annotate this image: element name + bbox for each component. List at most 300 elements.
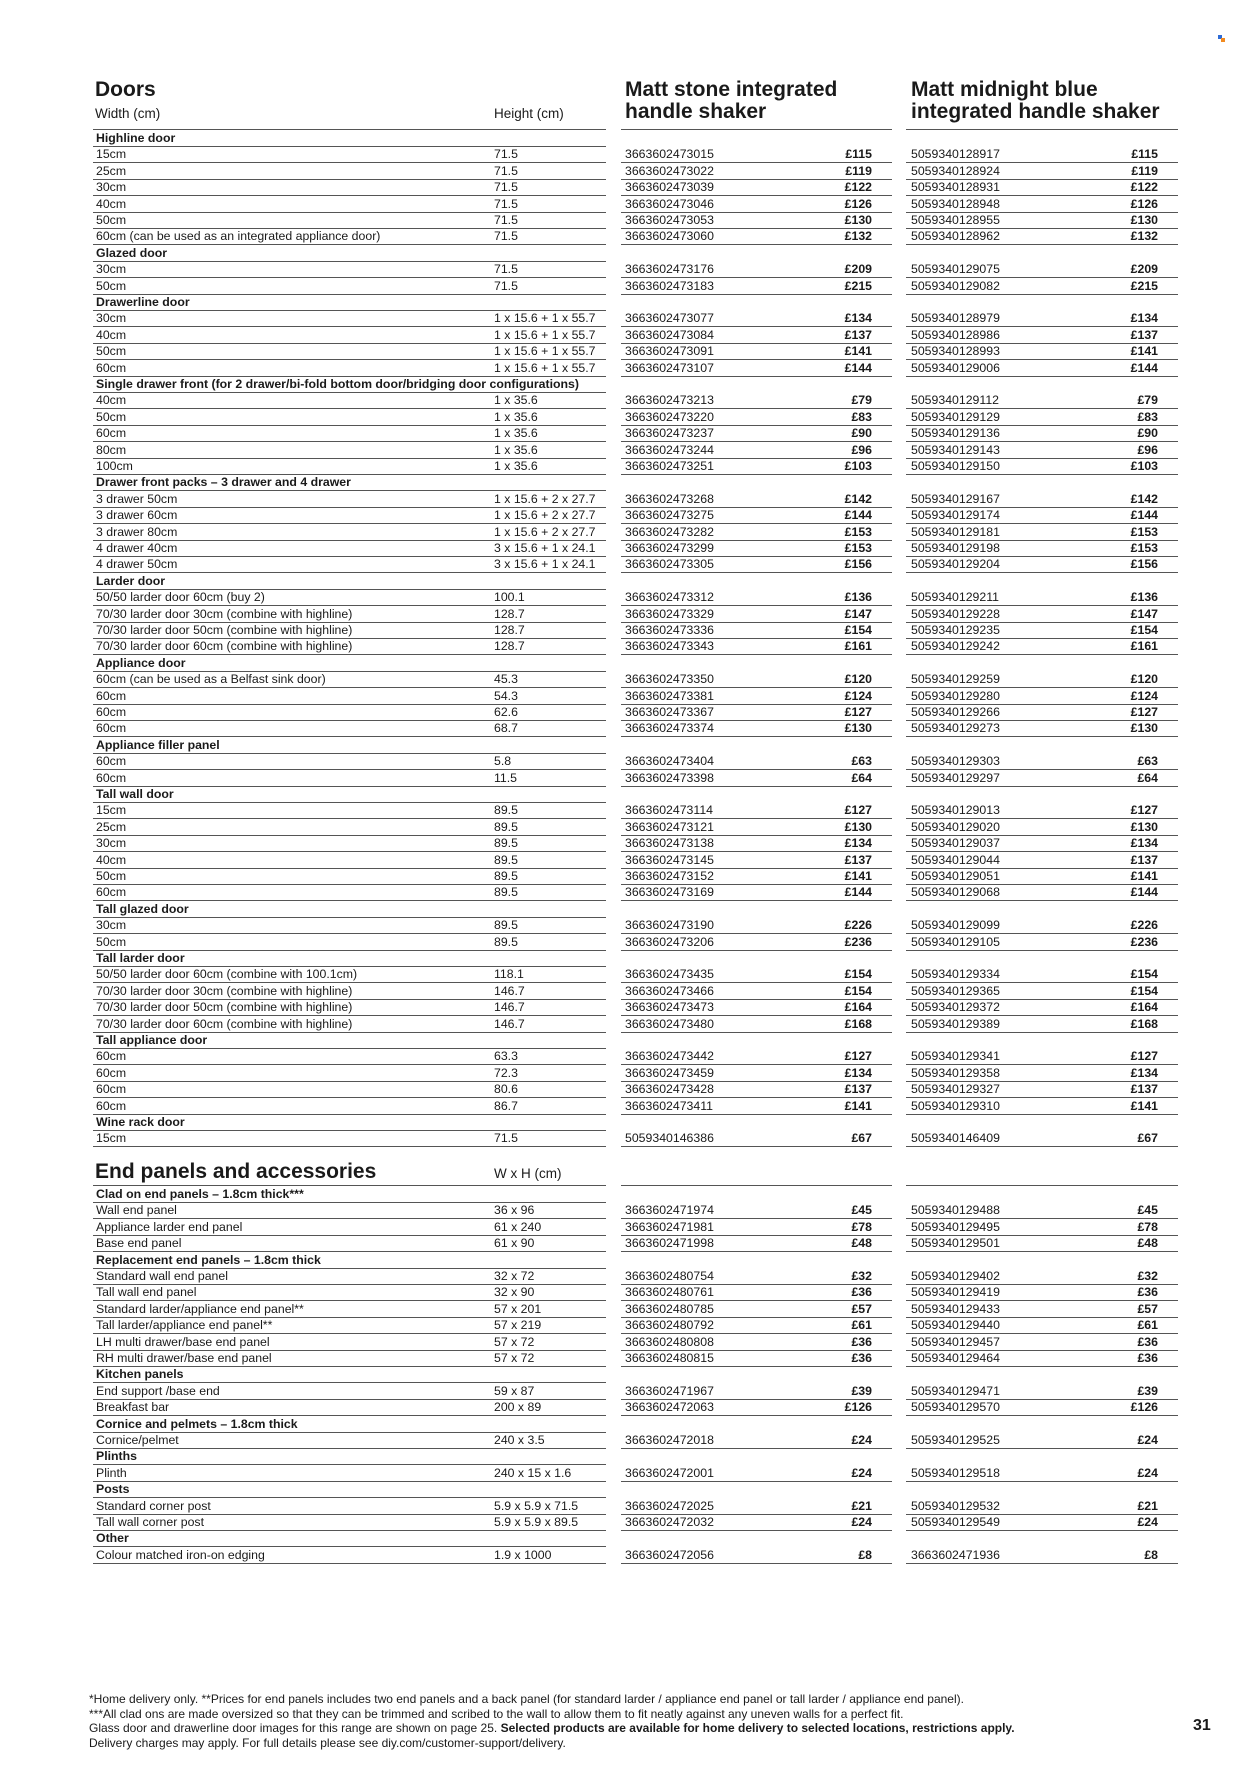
table-row bbox=[0, 343, 1250, 359]
table-row bbox=[0, 704, 1250, 720]
blue-product-code: 5059340128993 bbox=[911, 344, 1000, 359]
width-cell: 50cm bbox=[96, 934, 127, 949]
stone-product-code: 3663602473244 bbox=[625, 442, 714, 457]
blue-product-code: 5059340129549 bbox=[911, 1515, 1000, 1529]
table-row bbox=[0, 196, 1250, 212]
stone-product-code: 3663602473084 bbox=[625, 327, 714, 342]
blue-price: £36 bbox=[1137, 1285, 1158, 1300]
section-header: Appliance door bbox=[96, 655, 186, 670]
section-header-row bbox=[0, 786, 1250, 802]
stone-price: £103 bbox=[844, 459, 872, 473]
width-cell: 40cm bbox=[96, 852, 127, 867]
width-cell: 60cm bbox=[96, 754, 127, 769]
stone-price: £127 bbox=[844, 803, 872, 818]
width-cell: RH multi drawer/base end panel bbox=[96, 1351, 272, 1365]
stone-price: £144 bbox=[844, 885, 872, 900]
table-row bbox=[0, 835, 1250, 851]
section-header: Cornice and pelmets – 1.8cm thick bbox=[96, 1416, 298, 1431]
stone-price: £137 bbox=[844, 852, 872, 867]
stone-price: £124 bbox=[844, 688, 872, 703]
blue-product-code: 5059340128962 bbox=[911, 229, 1000, 244]
stone-price: £78 bbox=[851, 1219, 872, 1234]
stone-product-code: 3663602473091 bbox=[625, 344, 714, 359]
width-cell: 70/30 larder door 60cm (combine with highline) bbox=[96, 639, 353, 654]
width-cell: 60cm bbox=[96, 688, 127, 703]
width-cell: 60cm bbox=[96, 360, 127, 375]
blue-price: £136 bbox=[1130, 590, 1158, 605]
stone-price: £154 bbox=[844, 967, 872, 982]
blue-price: £61 bbox=[1137, 1318, 1158, 1333]
section-header: Tall appliance door bbox=[96, 1033, 208, 1047]
blue-product-code: 5059340129075 bbox=[911, 262, 1000, 277]
section-header: Single drawer front (for 2 drawer/bi-fold bottom door/bridging door configurations) bbox=[96, 377, 579, 391]
blue-price: £122 bbox=[1130, 180, 1158, 195]
table-row bbox=[0, 507, 1250, 523]
table-row bbox=[0, 819, 1250, 835]
blue-price: £67 bbox=[1137, 1131, 1158, 1146]
blue-price: £45 bbox=[1137, 1203, 1158, 1218]
section-header-row bbox=[0, 1032, 1250, 1048]
blue-product-code: 5059340129419 bbox=[911, 1285, 1000, 1300]
blue-product-code: 5059340129006 bbox=[911, 360, 1000, 375]
blue-price: £144 bbox=[1130, 885, 1158, 900]
height-cell: 59 x 87 bbox=[494, 1383, 535, 1398]
height-cell: 1 x 35.6 bbox=[494, 426, 538, 441]
table-row bbox=[0, 720, 1250, 736]
height-cell: 89.5 bbox=[494, 869, 518, 883]
width-cell: 4 drawer 50cm bbox=[96, 557, 178, 572]
section-header-row bbox=[0, 655, 1250, 671]
blue-price: £144 bbox=[1130, 360, 1158, 375]
height-cell: 57 x 72 bbox=[494, 1334, 535, 1349]
blue-product-code: 5059340129433 bbox=[911, 1301, 1000, 1316]
width-cell: Cornice/pelmet bbox=[96, 1433, 179, 1447]
height-cell: 1 x 15.6 + 2 x 27.7 bbox=[494, 524, 596, 539]
blue-price: £24 bbox=[1137, 1515, 1158, 1529]
section-header: Drawer front packs – 3 drawer and 4 drawer bbox=[96, 475, 351, 490]
width-column-label: Width (cm) bbox=[95, 106, 161, 121]
width-cell: Breakfast bar bbox=[96, 1400, 170, 1415]
blue-price: £134 bbox=[1130, 311, 1158, 326]
stone-product-code: 3663602473183 bbox=[625, 278, 714, 293]
height-cell: 71.5 bbox=[494, 147, 518, 162]
stone-product-code: 3663602473169 bbox=[625, 885, 714, 900]
blue-price: £126 bbox=[1130, 1400, 1158, 1415]
section-header-row bbox=[0, 1366, 1250, 1382]
footnotes bbox=[89, 1692, 1119, 1750]
height-cell: 1 x 15.6 + 1 x 55.7 bbox=[494, 327, 596, 342]
table-row bbox=[0, 212, 1250, 228]
width-cell: 60cm bbox=[96, 705, 127, 719]
stone-product-code: 3663602480815 bbox=[625, 1351, 714, 1365]
height-cell: 1.9 x 1000 bbox=[494, 1547, 552, 1562]
stone-product-code: 3663602472025 bbox=[625, 1498, 714, 1513]
width-cell: 4 drawer 40cm bbox=[96, 541, 178, 555]
table-row bbox=[0, 868, 1250, 884]
table-row bbox=[0, 606, 1250, 622]
section-header-row bbox=[0, 294, 1250, 310]
blue-product-code: 5059340128931 bbox=[911, 180, 1000, 195]
section-header: Other bbox=[96, 1531, 129, 1546]
stone-price: £130 bbox=[844, 819, 872, 834]
table-row bbox=[0, 360, 1250, 376]
table-row bbox=[0, 1399, 1250, 1415]
stone-product-code: 3663602480808 bbox=[625, 1334, 714, 1349]
stone-product-code: 3663602473015 bbox=[625, 147, 714, 162]
height-cell: 89.5 bbox=[494, 803, 518, 818]
table-row bbox=[0, 1547, 1250, 1563]
width-cell: 3 drawer 50cm bbox=[96, 491, 178, 506]
blue-price: £134 bbox=[1130, 836, 1158, 851]
table-row bbox=[0, 146, 1250, 162]
blue-price: £124 bbox=[1130, 688, 1158, 703]
stone-price: £24 bbox=[851, 1433, 872, 1447]
table-row bbox=[0, 1219, 1250, 1235]
height-cell: 61 x 240 bbox=[494, 1219, 542, 1234]
blue-price: £119 bbox=[1131, 163, 1158, 178]
stone-price: £154 bbox=[844, 983, 872, 998]
width-cell: 3 drawer 80cm bbox=[96, 524, 178, 539]
blue-product-code: 5059340129112 bbox=[911, 393, 999, 408]
blue-price: £137 bbox=[1130, 1082, 1158, 1097]
height-cell: 1 x 35.6 bbox=[494, 393, 538, 408]
width-cell: 70/30 larder door 30cm (combine with highline) bbox=[96, 606, 353, 621]
stone-product-code: 3663602473329 bbox=[625, 606, 714, 621]
blue-product-code: 5059340129150 bbox=[911, 459, 1000, 473]
stone-price: £120 bbox=[844, 672, 872, 687]
table-row bbox=[0, 999, 1250, 1015]
row-rule bbox=[621, 1563, 892, 1564]
section-header: Tall larder door bbox=[96, 951, 185, 965]
stone-price: £96 bbox=[851, 442, 872, 457]
height-cell: 1 x 35.6 bbox=[494, 442, 538, 457]
blue-price: £215 bbox=[1130, 278, 1158, 293]
stone-range-title-line2: handle shaker bbox=[625, 100, 767, 123]
stone-price: £153 bbox=[844, 541, 872, 555]
width-cell: 50cm bbox=[96, 409, 127, 424]
stone-price: £45 bbox=[851, 1203, 872, 1218]
section-header: Drawerline door bbox=[96, 295, 190, 309]
blue-product-code: 5059340129365 bbox=[911, 983, 1000, 998]
stone-product-code: 3663602473435 bbox=[625, 967, 714, 982]
table-row bbox=[0, 852, 1250, 868]
blue-price: £115 bbox=[1131, 147, 1158, 162]
stone-price: £57 bbox=[851, 1301, 872, 1316]
width-cell: 50cm bbox=[96, 213, 127, 227]
stone-product-code: 3663602471974 bbox=[625, 1203, 714, 1218]
height-cell: 71.5 bbox=[494, 163, 518, 178]
table-row bbox=[0, 638, 1250, 654]
stone-price: £142 bbox=[844, 491, 872, 506]
width-cell: Standard wall end panel bbox=[96, 1269, 228, 1283]
height-cell: 86.7 bbox=[494, 1098, 518, 1113]
section-header-row bbox=[0, 1416, 1250, 1432]
section-header-row bbox=[0, 573, 1250, 589]
stone-price: £36 bbox=[851, 1285, 872, 1300]
height-cell: 5.9 x 5.9 x 89.5 bbox=[494, 1515, 579, 1529]
stone-product-code: 3663602472018 bbox=[625, 1433, 714, 1447]
stone-product-code: 3663602473060 bbox=[625, 229, 714, 244]
table-row bbox=[0, 966, 1250, 982]
blue-price: £137 bbox=[1130, 327, 1158, 342]
blue-range-title-line1: Matt midnight blue bbox=[911, 78, 1098, 101]
table-row bbox=[0, 425, 1250, 441]
height-cell: 89.5 bbox=[494, 934, 518, 949]
width-cell: Wall end panel bbox=[96, 1203, 177, 1218]
blue-product-code: 5059340129181 bbox=[911, 524, 1000, 539]
table-row bbox=[0, 1202, 1250, 1218]
section-header: Kitchen panels bbox=[96, 1367, 184, 1382]
height-cell: 11.5 bbox=[494, 770, 518, 785]
section-header: Highline door bbox=[96, 131, 176, 145]
blue-price: £154 bbox=[1130, 967, 1158, 982]
section-header-row bbox=[0, 1252, 1250, 1268]
width-cell: 40cm bbox=[96, 196, 127, 211]
stone-product-code: 3663602473268 bbox=[625, 491, 714, 506]
blue-product-code: 5059340129051 bbox=[911, 869, 1000, 883]
width-cell: Standard larder/appliance end panel** bbox=[96, 1301, 304, 1316]
width-cell: 60cm bbox=[96, 1082, 127, 1097]
stone-price: £32 bbox=[851, 1269, 872, 1283]
section-header: Wine rack door bbox=[96, 1115, 185, 1129]
stone-price: £132 bbox=[844, 229, 872, 244]
blue-product-code: 5059340129303 bbox=[911, 754, 1000, 769]
stone-price: £215 bbox=[844, 278, 872, 293]
blue-product-code: 5059340129167 bbox=[911, 491, 1000, 506]
stone-price: £130 bbox=[844, 213, 872, 227]
blue-product-code: 5059340129174 bbox=[911, 508, 1000, 523]
blue-price: £144 bbox=[1130, 508, 1158, 523]
table-row bbox=[0, 1350, 1250, 1366]
stone-product-code: 3663602473237 bbox=[625, 426, 714, 441]
blue-product-code: 5059340129464 bbox=[911, 1351, 1000, 1365]
blue-price: £36 bbox=[1137, 1351, 1158, 1365]
height-cell: 36 x 96 bbox=[494, 1203, 535, 1218]
blue-price: £96 bbox=[1137, 442, 1158, 457]
blue-price: £63 bbox=[1137, 754, 1158, 769]
blue-price: £134 bbox=[1130, 1065, 1158, 1080]
stone-price: £130 bbox=[844, 721, 872, 736]
blue-product-code: 5059340129297 bbox=[911, 770, 1000, 785]
blue-product-code: 5059340129105 bbox=[911, 934, 1000, 949]
blue-price: £127 bbox=[1130, 1049, 1158, 1064]
height-cell: 32 x 90 bbox=[494, 1285, 535, 1300]
height-cell: 240 x 3.5 bbox=[494, 1433, 545, 1447]
stone-product-code: 3663602473350 bbox=[625, 672, 714, 687]
footnote-delivery-and-end-panels: *Home delivery only. **Prices for end panels includes two end panels and a back panel (for standard larder / appliance end panel or tall larder / appliance end panel). bbox=[89, 1692, 964, 1706]
section-header: Tall wall door bbox=[96, 787, 174, 801]
blue-product-code: 5059340128955 bbox=[911, 213, 1000, 227]
stone-price: £24 bbox=[851, 1465, 872, 1480]
height-cell: 128.7 bbox=[494, 639, 525, 654]
stone-product-code: 3663602472001 bbox=[625, 1465, 714, 1480]
footnote-availability: Selected products are available for home delivery to selected locations, restrictions apply. bbox=[500, 1721, 1015, 1735]
width-cell: Tall larder/appliance end panel** bbox=[96, 1318, 273, 1333]
blue-price: £79 bbox=[1137, 393, 1158, 408]
blue-price: £48 bbox=[1137, 1236, 1158, 1251]
stone-product-code: 3663602473305 bbox=[625, 557, 714, 572]
section-header-row bbox=[0, 1530, 1250, 1546]
table-row bbox=[0, 540, 1250, 556]
width-cell: 25cm bbox=[96, 819, 127, 834]
stone-price: £137 bbox=[844, 1082, 872, 1097]
stone-product-code: 3663602473480 bbox=[625, 1016, 714, 1031]
height-cell: 5.9 x 5.9 x 71.5 bbox=[494, 1498, 579, 1513]
table-row bbox=[0, 442, 1250, 458]
stone-price: £226 bbox=[844, 918, 872, 933]
height-cell: 45.3 bbox=[494, 672, 518, 687]
stone-product-code: 3663602473213 bbox=[625, 393, 714, 408]
section-header: Replacement end panels – 1.8cm thick bbox=[96, 1252, 321, 1267]
blue-product-code: 5059340129402 bbox=[911, 1269, 1000, 1283]
stone-price: £21 bbox=[851, 1498, 872, 1513]
blue-product-code: 5059340129518 bbox=[911, 1465, 1000, 1480]
stone-product-code: 3663602473053 bbox=[625, 213, 714, 227]
blue-product-code: 5059340129334 bbox=[911, 967, 1000, 982]
height-cell: 1 x 15.6 + 1 x 55.7 bbox=[494, 360, 596, 375]
blue-price: £137 bbox=[1130, 852, 1158, 867]
stone-price: £153 bbox=[844, 524, 872, 539]
width-cell: LH multi drawer/base end panel bbox=[96, 1334, 270, 1349]
table-row bbox=[0, 688, 1250, 704]
width-cell: Tall wall end panel bbox=[96, 1285, 197, 1300]
width-cell: 30cm bbox=[96, 262, 127, 277]
blue-price: £141 bbox=[1130, 344, 1158, 359]
height-cell: 89.5 bbox=[494, 852, 518, 867]
stone-product-code: 3663602473442 bbox=[625, 1049, 714, 1064]
table-row bbox=[0, 983, 1250, 999]
blue-product-code: 5059340146409 bbox=[911, 1131, 1000, 1146]
blue-price: £39 bbox=[1137, 1383, 1158, 1398]
height-cell: 57 x 72 bbox=[494, 1351, 535, 1365]
blue-price: £147 bbox=[1130, 606, 1158, 621]
height-cell: 68.7 bbox=[494, 721, 518, 736]
stone-price: £36 bbox=[851, 1334, 872, 1349]
stone-product-code: 3663602473121 bbox=[625, 819, 714, 834]
blue-product-code: 5059340129525 bbox=[911, 1433, 1000, 1447]
table-row bbox=[0, 491, 1250, 507]
height-cell: 118.1 bbox=[494, 967, 524, 982]
width-cell: 40cm bbox=[96, 327, 127, 342]
width-cell: 60cm bbox=[96, 770, 127, 785]
width-cell: Colour matched iron-on edging bbox=[96, 1547, 265, 1562]
height-cell: 1 x 15.6 + 2 x 27.7 bbox=[494, 508, 596, 523]
table-row bbox=[0, 1334, 1250, 1350]
stone-price: £48 bbox=[851, 1236, 872, 1251]
width-cell: 30cm bbox=[96, 311, 127, 326]
table-row bbox=[0, 622, 1250, 638]
blue-product-code: 5059340129471 bbox=[911, 1383, 1000, 1398]
blue-price: £126 bbox=[1130, 196, 1158, 211]
blue-price: £130 bbox=[1130, 721, 1158, 736]
height-cell: 1 x 35.6 bbox=[494, 459, 538, 473]
blue-price: £142 bbox=[1130, 491, 1158, 506]
stone-price: £136 bbox=[844, 590, 872, 605]
width-cell: End support /base end bbox=[96, 1383, 220, 1398]
table-row bbox=[0, 327, 1250, 343]
blue-product-code: 5059340129266 bbox=[911, 705, 1000, 719]
section-header: Posts bbox=[96, 1482, 130, 1497]
blue-product-code: 5059340129280 bbox=[911, 688, 1000, 703]
height-cell: 128.7 bbox=[494, 623, 525, 637]
row-rule bbox=[906, 1563, 1178, 1564]
stone-product-code: 3663602480761 bbox=[625, 1285, 714, 1300]
stone-product-code: 3663602473404 bbox=[625, 754, 714, 769]
stone-product-code: 3663602473039 bbox=[625, 180, 714, 195]
stone-product-code: 3663602473299 bbox=[625, 541, 714, 555]
stone-product-code: 3663602472032 bbox=[625, 1515, 714, 1529]
blue-price: £130 bbox=[1130, 213, 1158, 227]
table-row bbox=[0, 1301, 1250, 1317]
blue-price: £103 bbox=[1130, 459, 1158, 473]
blue-product-code: 5059340129570 bbox=[911, 1400, 1000, 1415]
logo-mark-icon bbox=[1218, 35, 1225, 42]
width-cell: 60cm bbox=[96, 721, 127, 736]
blue-product-code: 5059340128924 bbox=[911, 163, 1000, 178]
width-cell: 70/30 larder door 50cm (combine with highline) bbox=[96, 623, 353, 637]
stone-price: £168 bbox=[844, 1016, 872, 1031]
blue-price: £24 bbox=[1137, 1433, 1158, 1447]
stone-product-code: 3663602473398 bbox=[625, 770, 714, 785]
blue-price: £226 bbox=[1130, 918, 1158, 933]
blue-product-code: 5059340129327 bbox=[911, 1082, 1000, 1097]
table-row bbox=[0, 179, 1250, 195]
height-cell: 89.5 bbox=[494, 836, 518, 851]
blue-price: £141 bbox=[1130, 869, 1158, 883]
blue-product-code: 5059340129082 bbox=[911, 278, 1000, 293]
height-cell: 57 x 201 bbox=[494, 1301, 542, 1316]
stone-price: £126 bbox=[844, 196, 872, 211]
stone-product-code: 3663602472056 bbox=[625, 1547, 714, 1562]
stone-price: £141 bbox=[844, 1098, 872, 1113]
blue-price: £130 bbox=[1130, 819, 1158, 834]
table-row bbox=[0, 524, 1250, 540]
stone-price: £24 bbox=[851, 1515, 872, 1529]
width-cell: 30cm bbox=[96, 180, 127, 195]
stone-price: £144 bbox=[844, 508, 872, 523]
height-cell: 89.5 bbox=[494, 819, 518, 834]
stone-price: £36 bbox=[851, 1351, 872, 1365]
section-header-row bbox=[0, 901, 1250, 917]
table-row bbox=[0, 917, 1250, 933]
row-rule bbox=[621, 1146, 892, 1147]
table-row bbox=[0, 278, 1250, 294]
stone-price: £164 bbox=[844, 1000, 872, 1015]
width-cell: 80cm bbox=[96, 442, 127, 457]
height-cell: 89.5 bbox=[494, 885, 518, 900]
height-cell: 63.3 bbox=[494, 1049, 518, 1064]
section-header-row bbox=[0, 1114, 1250, 1130]
width-cell: 15cm bbox=[96, 803, 127, 818]
blue-price: £141 bbox=[1130, 1098, 1158, 1113]
height-cell: 89.5 bbox=[494, 918, 518, 933]
width-cell: 70/30 larder door 30cm (combine with highline) bbox=[96, 983, 353, 998]
stone-product-code: 3663602473411 bbox=[625, 1098, 713, 1113]
stone-price: £126 bbox=[844, 1400, 872, 1415]
blue-product-code: 5059340129020 bbox=[911, 819, 1000, 834]
blue-product-code: 5059340129211 bbox=[911, 590, 999, 605]
width-cell: Tall wall corner post bbox=[96, 1515, 204, 1529]
stone-product-code: 3663602471967 bbox=[625, 1383, 714, 1398]
table-row bbox=[0, 1016, 1250, 1032]
doors-heading: Doors bbox=[95, 78, 156, 101]
stone-price: £156 bbox=[844, 557, 872, 572]
height-cell: 71.5 bbox=[494, 180, 518, 195]
table-row bbox=[0, 1065, 1250, 1081]
blue-product-code: 5059340129495 bbox=[911, 1219, 1000, 1234]
height-cell: 57 x 219 bbox=[494, 1318, 542, 1333]
blue-price: £78 bbox=[1137, 1219, 1158, 1234]
